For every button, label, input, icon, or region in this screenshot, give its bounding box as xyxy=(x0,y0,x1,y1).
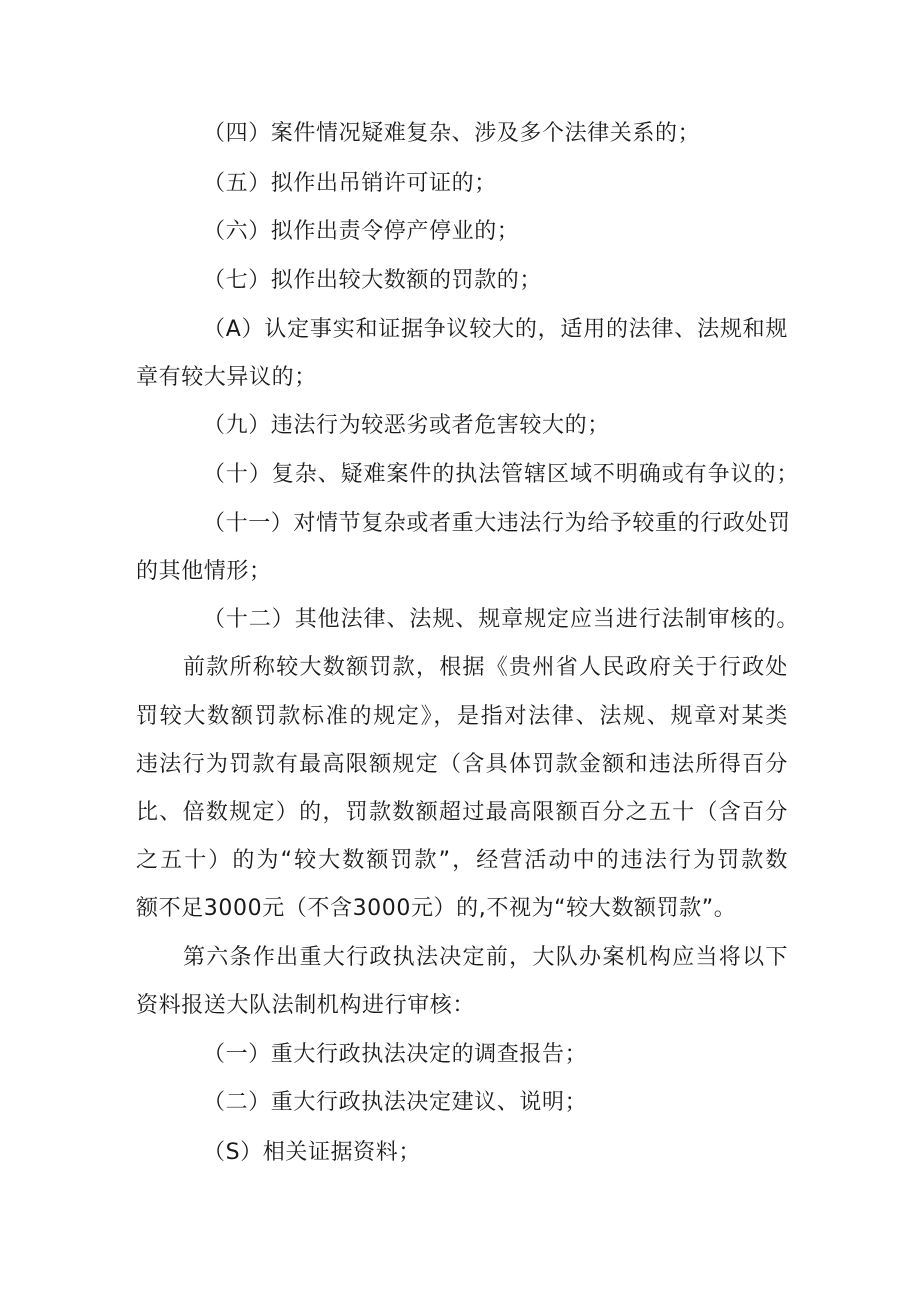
paragraph-fine-line-5: 之五十）的为“较大数额罚款”，经营活动中的违法行为罚款数 xyxy=(136,848,788,873)
material-item-1: （一）重大行政执法决定的调查报告； xyxy=(203,1042,588,1067)
material-item-3: （S）相关证据资料； xyxy=(203,1140,421,1165)
paragraph-fine-line-1: 前款所称较大数额罚款，根据《贵州省人民政府关于行政处 xyxy=(183,655,788,680)
paragraph-fine-line-3: 违法行为罚款有最高限额规定（含具体罚款金额和违法所得百分 xyxy=(136,752,788,777)
clause-10: （十）复杂、疑难案件的执法管辖区域不明确或有争议的； xyxy=(203,462,799,487)
clause-8-line-1: （A）认定事实和证据争议较大的，适用的法律、法规和规 xyxy=(203,317,788,342)
clause-4: （四）案件情况疑难复杂、涉及多个法律关系的； xyxy=(203,121,701,146)
article-6-line-2: 资料报送大队法制机构进行审核： xyxy=(136,993,476,1018)
clause-7: （七）拟作出较大数额的罚款的； xyxy=(203,268,543,293)
clause-9: （九）违法行为较恶劣或者危害较大的； xyxy=(203,413,610,438)
clause-12: （十二）其他法律、法规、规章规定应当进行法制审核的。 xyxy=(203,607,799,632)
material-item-2: （二）重大行政执法决定建议、说明； xyxy=(203,1090,588,1115)
paragraph-fine-line-2: 罚较大数额罚款标准的规定》，是指对法律、法规、规章对某类 xyxy=(136,704,788,729)
clause-6: （六）拟作出责令停产停业的； xyxy=(203,219,520,244)
clause-8-line-2: 章有较大异议的； xyxy=(136,365,317,390)
clause-5: （五）拟作出吊销许可证的； xyxy=(203,171,497,196)
clause-11-line-2: 的其他情形； xyxy=(136,559,272,584)
article-6-line-1: 第六条作出重大行政执法决定前，大队办案机构应当将以下 xyxy=(183,945,788,970)
clause-11-line-1: （十一）对情节复杂或者重大违法行为给予较重的行政处罚 xyxy=(203,511,791,536)
paragraph-fine-line-6: 额不足3000元（不含3000元）的,不视为“较大数额罚款”。 xyxy=(136,896,737,921)
paragraph-fine-line-4: 比、倍数规定）的，罚款数额超过最高限额百分之五十（含百分 xyxy=(136,800,788,825)
